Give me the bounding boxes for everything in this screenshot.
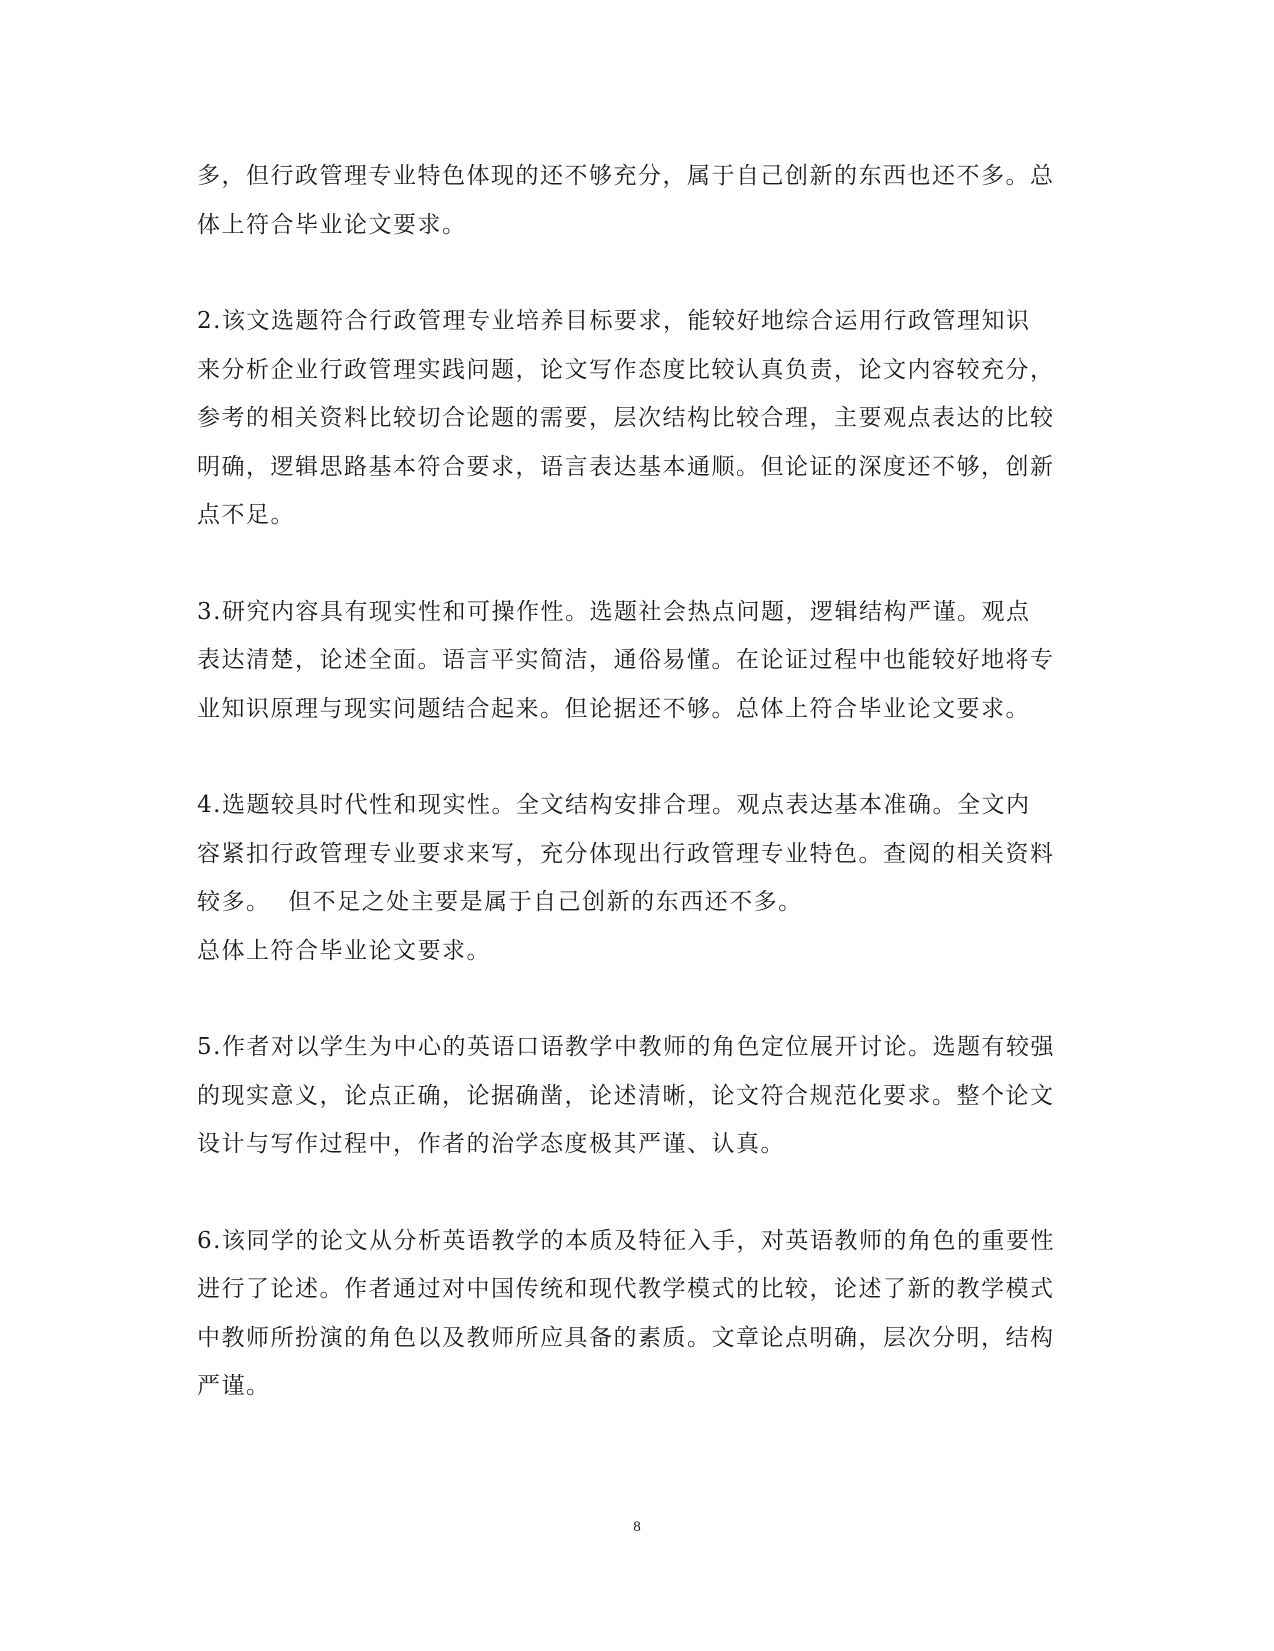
text-line: 6.该同学的论文从分析英语教学的本质及特征入手，对英语教师的角色的重要性 bbox=[197, 1227, 1055, 1254]
text-line: 表达清楚，论述全面。语言平实简洁，通俗易懂。在论证过程中也能较好地将专 bbox=[197, 647, 1055, 673]
text-line: 4.选题较具时代性和现实性。全文结构安排合理。观点表达基本准确。全文内 bbox=[197, 792, 1031, 818]
text-line: 进行了论述。作者通过对中国传统和现代教学模式的比较，论述了新的教学模式 bbox=[197, 1276, 1055, 1302]
text-line: 参考的相关资料比较切合论题的需要，层次结构比较合理，主要观点表达的比较 bbox=[197, 405, 1055, 431]
paragraph-continuation bbox=[197, 152, 1077, 249]
page-number: 8 bbox=[633, 1519, 641, 1535]
text-line: 体上符合毕业论文要求。 bbox=[197, 211, 467, 238]
text-line: 3.研究内容具有现实性和可操作性。选题社会热点问题，逻辑结构严谨。观点 bbox=[197, 598, 1031, 625]
paragraph-comment-5 bbox=[197, 1023, 1077, 1169]
text-line: 多，但行政管理专业特色体现的还不够充分，属于自己创新的东西也还不多。总 bbox=[197, 163, 1055, 189]
paragraph-comment-6 bbox=[197, 1217, 1077, 1411]
text-line: 总体上符合毕业论文要求。 bbox=[197, 937, 491, 964]
text-line: 的现实意义，论点正确，论据确凿，论述清晰，论文符合规范化要求。整个论文 bbox=[197, 1082, 1055, 1109]
text-line: 严谨。 bbox=[197, 1373, 271, 1399]
text-line: 较多。 但不足之处主要是属于自己创新的东西还不多。 bbox=[197, 889, 803, 915]
paragraph-comment-4 bbox=[197, 781, 1077, 975]
text-line: 来分析企业行政管理实践问题，论文写作态度比较认真负责，论文内容较充分， bbox=[197, 356, 1055, 383]
paragraph-comment-3 bbox=[197, 588, 1077, 734]
text-line: 明确，逻辑思路基本符合要求，语言表达基本通顺。但论证的深度还不够，创新 bbox=[197, 453, 1055, 480]
text-line: 业知识原理与现实问题结合起来。但论据还不够。总体上符合毕业论文要求。 bbox=[197, 695, 1030, 722]
text-line: 中教师所扮演的角色以及教师所应具备的素质。文章论点明确，层次分明，结构 bbox=[197, 1324, 1055, 1351]
text-line: 2.该文选题符合行政管理专业培养目标要求，能较好地综合运用行政管理知识 bbox=[197, 308, 1031, 334]
text-line: 容紧扣行政管理专业要求来写，充分体现出行政管理专业特色。查阅的相关资料 bbox=[197, 840, 1055, 867]
text-line: 点不足。 bbox=[197, 502, 295, 528]
document-body bbox=[197, 152, 1077, 1459]
text-line: 设计与写作过程中，作者的治学态度极其严谨、认真。 bbox=[197, 1131, 785, 1157]
text-line: 5.作者对以学生为中心的英语口语教学中教师的角色定位展开讨论。选题有较强 bbox=[197, 1034, 1055, 1060]
paragraph-comment-2 bbox=[197, 297, 1077, 540]
